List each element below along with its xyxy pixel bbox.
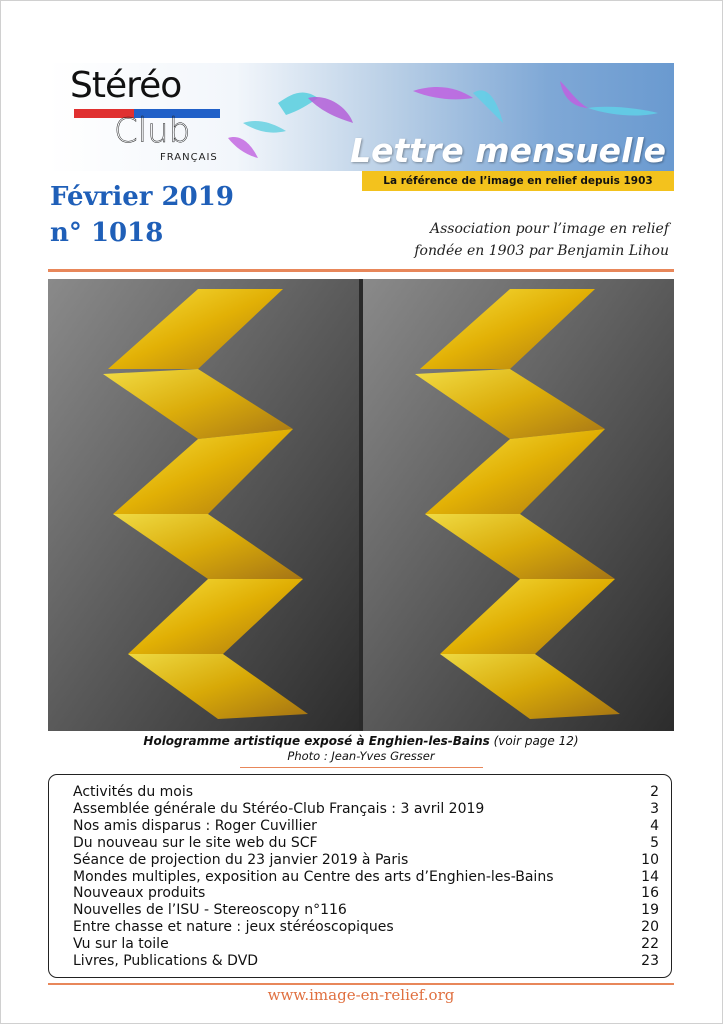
caption-title: Hologramme artistique exposé à Enghien-les-Bains <box>143 734 490 748</box>
photo-caption <box>48 734 674 764</box>
caption-line <box>48 734 674 749</box>
toc-item-page: 22 <box>641 936 659 953</box>
toc-item-title: Mondes multiples, exposition au Centre des arts d’Enghien-les-Bains <box>73 868 554 885</box>
toc-item[interactable] <box>73 852 659 869</box>
toc-item-title: Nos amis disparus : Roger Cuvillier <box>73 817 317 834</box>
toc-item[interactable] <box>73 835 659 852</box>
toc-item[interactable] <box>73 801 659 818</box>
newsletter-title: Lettre mensuelle <box>350 131 666 170</box>
toc-item-title: Nouveaux produits <box>73 885 206 902</box>
header-banner <box>48 63 674 171</box>
tagline: La référence de l’image en relief depuis 1903 <box>362 171 674 191</box>
logo-stereo-text: Stéréo <box>70 65 182 106</box>
toc-item-page: 19 <box>641 902 659 919</box>
bottom-divider <box>48 983 674 985</box>
toc-item-title: Livres, Publications & DVD <box>73 953 259 970</box>
toc-item-title: Activités du mois <box>73 784 194 800</box>
toc-item-page: 16 <box>641 885 659 902</box>
toc-item[interactable] <box>73 953 659 970</box>
toc-item-title: Du nouveau sur le site web du SCF <box>73 834 318 851</box>
toc-item-title: Séance de projection du 23 janvier 2019 à Paris <box>73 851 409 868</box>
toc-item[interactable] <box>73 936 659 953</box>
association-line-1: Association pour l’image en relief <box>430 221 669 237</box>
caption-page-ref: (voir page 12) <box>489 734 579 748</box>
toc-item-title: Assemblée générale du Stéréo-Club Français : 3 avril 2019 <box>73 800 485 817</box>
toc-item-page: 3 <box>650 800 659 817</box>
toc-item-title: Nouvelles de l’ISU - Stereoscopy n°116 <box>73 902 347 919</box>
table-of-contents <box>48 774 672 978</box>
toc-item-page: 2 <box>650 784 659 800</box>
hologram-stereo-image <box>48 279 674 731</box>
logo-club-text: Club <box>114 111 191 151</box>
top-divider <box>48 269 674 272</box>
association-line-2: fondée en 1903 par Benjamin Lihou <box>414 243 669 259</box>
toc-item-title: Vu sur la toile <box>73 936 169 953</box>
issue-date: Février 2019 <box>50 182 234 212</box>
toc-item[interactable] <box>73 919 659 936</box>
toc-item-page: 5 <box>650 834 659 851</box>
logo-francais-text: FRANÇAIS <box>160 152 218 163</box>
caption-divider <box>240 767 483 768</box>
toc-item-page: 23 <box>641 953 659 970</box>
association-description <box>339 218 669 262</box>
toc-item-page: 20 <box>641 919 659 936</box>
toc-item-page: 4 <box>650 817 659 834</box>
website-link[interactable]: www.image-en-relief.org <box>267 986 455 1004</box>
toc-item[interactable] <box>73 885 659 902</box>
photo-credit: Photo : Jean-Yves Gresser <box>287 749 435 763</box>
toc-item[interactable] <box>73 869 659 886</box>
toc-item-title: Entre chasse et nature : jeux stéréoscopiques <box>73 919 394 936</box>
cover-photo-stereo-pair <box>48 279 674 731</box>
toc-item-page: 14 <box>641 868 659 885</box>
toc-item-page: 10 <box>641 851 659 868</box>
issue-number: n° 1018 <box>50 218 164 248</box>
toc-item[interactable] <box>73 784 659 801</box>
toc-item[interactable] <box>73 902 659 919</box>
toc-item[interactable] <box>73 818 659 835</box>
